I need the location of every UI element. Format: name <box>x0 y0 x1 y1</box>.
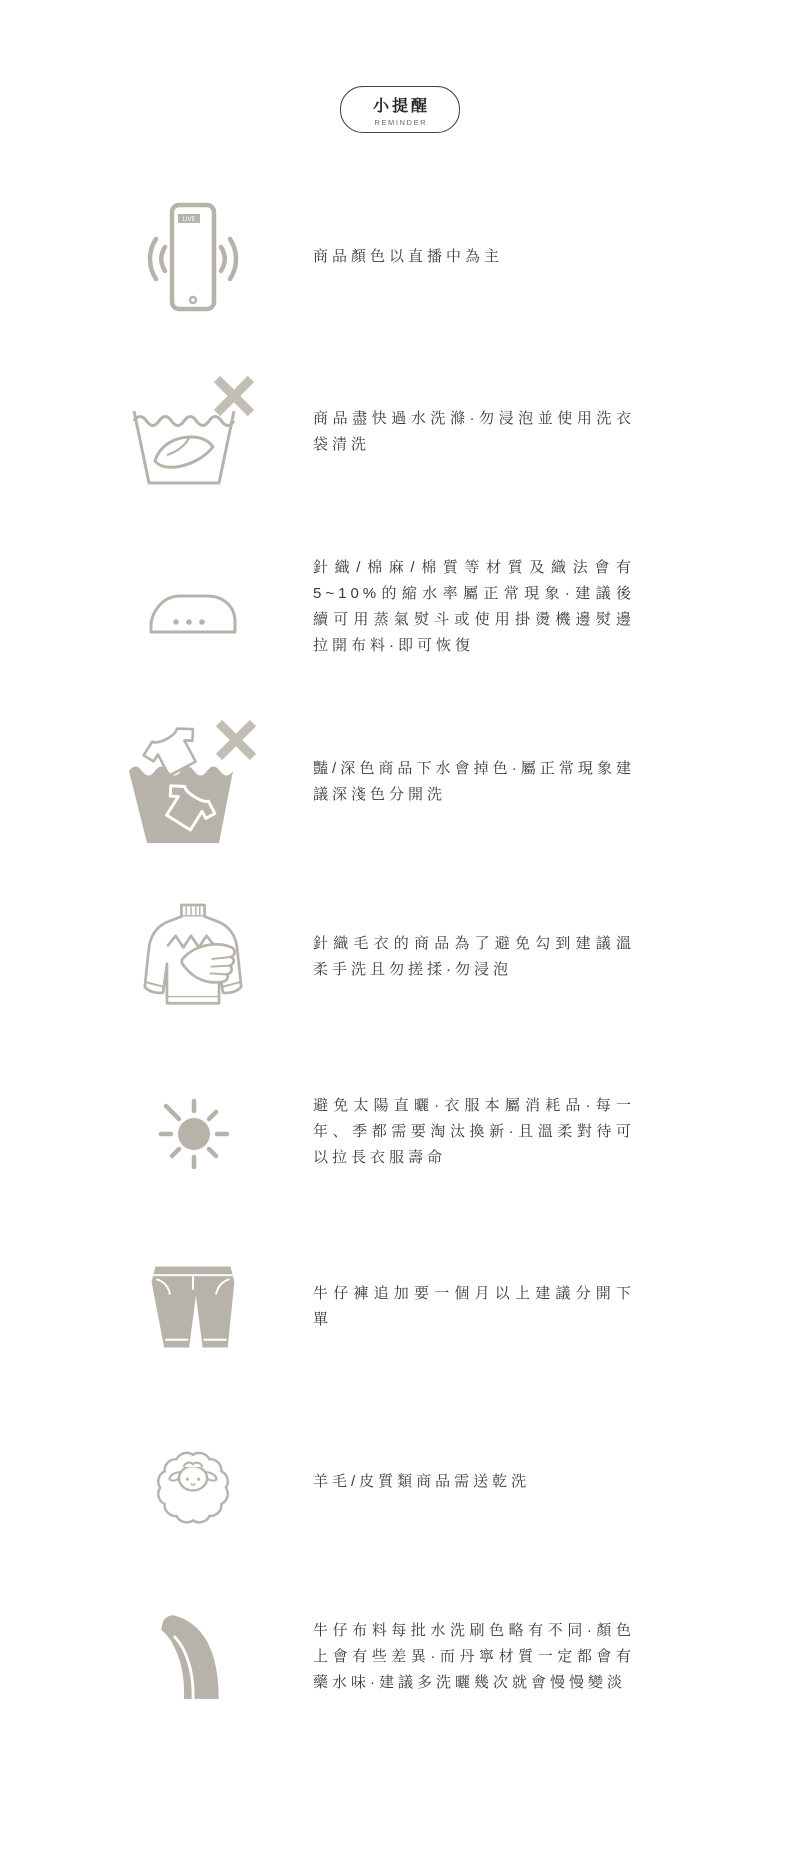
page-title: 小提醒 <box>372 98 430 115</box>
reminder-text: 針織毛衣的商品為了避免勾到建議溫柔手洗且勿搓揉·勿浸泡 <box>313 934 635 978</box>
reminder-row-sunlight <box>0 1044 800 1219</box>
live-badge-label: LIVE <box>182 216 196 223</box>
page-subtitle: REMINDER <box>374 118 428 127</box>
reminder-row-denim-wash <box>0 1569 800 1744</box>
reminder-text: 牛仔布料每批水洗刷色略有不同·顏色上會有些差異·而丹寧材質一定都會有藥水味·建議多洗曬幾次就會慢慢變淡 <box>313 1621 635 1691</box>
reminder-header-pill <box>340 86 460 133</box>
reminder-text: 豔/深色商品下水會掉色·屬正常現象建議深淺色分開洗 <box>313 759 635 803</box>
no-soak-handwash-icon <box>129 375 257 489</box>
reminder-text: 針織/棉麻/棉質等材質及織法會有5~10%的縮水率屬正常現象·建議後續可用蒸氣熨斗或使用掛燙機邊熨邊拉開布料·即可恢復 <box>313 558 635 654</box>
reminder-row-live-color <box>0 169 800 344</box>
reminder-row-knitwear <box>0 869 800 1044</box>
iron-icon <box>147 574 239 640</box>
sheep-icon <box>146 1437 240 1527</box>
reminder-text: 羊毛/皮質類商品需送乾洗 <box>313 1472 531 1490</box>
reminder-row-jeans-preorder <box>0 1219 800 1394</box>
reminder-row-color-bleed <box>0 694 800 869</box>
reminder-text: 避免太陽直曬·衣服本屬消耗品·每一年、季都需要淘汰換新·且溫柔對待可以拉長衣服壽命 <box>313 1096 635 1166</box>
reminder-list <box>0 169 800 1744</box>
denim-fabric-icon <box>154 1610 232 1704</box>
reminder-row-shrinkage <box>0 519 800 694</box>
reminder-text: 商品盡快過水洗滌·勿浸泡並使用洗衣袋清洗 <box>313 409 635 453</box>
reminder-row-dry-clean <box>0 1394 800 1569</box>
jeans-icon <box>141 1262 245 1352</box>
color-bleed-wash-icon <box>125 717 261 847</box>
live-phone-icon <box>141 201 245 313</box>
reminder-text: 商品顏色以直播中為主 <box>313 247 504 265</box>
reminder-text: 牛仔褲追加要一個月以上建議分開下單 <box>313 1284 635 1328</box>
reminder-row-quick-wash <box>0 344 800 519</box>
sun-icon <box>153 1092 233 1172</box>
sweater-handwash-icon <box>139 900 247 1014</box>
